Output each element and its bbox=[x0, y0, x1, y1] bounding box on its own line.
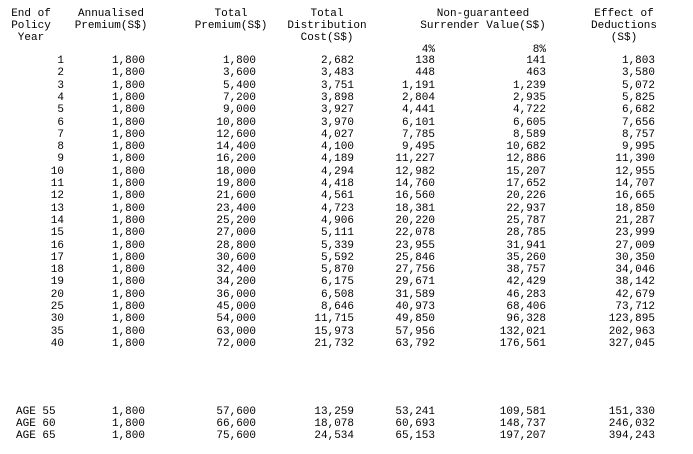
surrender-value-4pct-cell: 9,495 bbox=[401, 141, 435, 153]
surrender-value-4pct-cell: 53,241 bbox=[395, 406, 435, 418]
surrender-value-8pct-cell: 22,937 bbox=[506, 203, 546, 215]
distribution-cost-cell: 4,418 bbox=[320, 178, 354, 190]
surrender-value-8pct-cell: 176,561 bbox=[499, 338, 546, 350]
distribution-cost-cell: 11,715 bbox=[314, 313, 354, 325]
column-header-policy-year-line-2: Policy bbox=[11, 20, 51, 32]
total-premium-cell: 27,000 bbox=[216, 227, 256, 239]
annualised-premium-cell: 1,800 bbox=[111, 215, 145, 227]
total-premium-cell: 10,800 bbox=[216, 117, 256, 129]
total-premium-cell: 12,600 bbox=[216, 129, 256, 141]
policy-year-cell: 35 bbox=[50, 326, 64, 338]
age-label-cell: AGE 60 bbox=[16, 418, 56, 430]
column-header-distribution-cost-line-3: Cost(S$) bbox=[300, 32, 354, 44]
total-premium-cell: 34,200 bbox=[216, 276, 256, 288]
column-header-total-premium-line-2: Premium(S$) bbox=[194, 20, 268, 32]
policy-year-cell: 18 bbox=[50, 264, 64, 276]
surrender-value-4pct-cell: 16,560 bbox=[395, 190, 435, 202]
distribution-cost-cell: 24,534 bbox=[314, 430, 354, 442]
annualised-premium-cell: 1,800 bbox=[111, 264, 145, 276]
total-premium-cell: 16,200 bbox=[216, 153, 256, 165]
surrender-value-4pct-cell: 49,850 bbox=[395, 313, 435, 325]
surrender-value-8pct-cell: 35,260 bbox=[506, 252, 546, 264]
annualised-premium-cell: 1,800 bbox=[111, 203, 145, 215]
column-header-surrender-value-4pct-line-1: Non-guaranteed bbox=[436, 8, 530, 20]
total-premium-cell: 14,400 bbox=[216, 141, 256, 153]
distribution-cost-cell: 3,483 bbox=[320, 67, 354, 79]
total-premium-cell: 1,800 bbox=[222, 55, 256, 67]
annualised-premium-cell: 1,800 bbox=[111, 289, 145, 301]
age-label-cell: AGE 55 bbox=[16, 406, 56, 418]
surrender-value-4pct-cell: 31,589 bbox=[395, 289, 435, 301]
surrender-value-4pct-cell: 40,973 bbox=[395, 301, 435, 313]
policy-year-cell: 5 bbox=[57, 104, 64, 116]
distribution-cost-cell: 2,682 bbox=[320, 55, 354, 67]
policy-year-cell: 13 bbox=[50, 203, 64, 215]
policy-year-cell: 3 bbox=[57, 80, 64, 92]
annualised-premium-cell: 1,800 bbox=[111, 67, 145, 79]
effect-of-deductions-cell: 151,330 bbox=[608, 406, 655, 418]
effect-of-deductions-cell: 327,045 bbox=[608, 338, 655, 350]
surrender-value-8pct-cell: 12,886 bbox=[506, 153, 546, 165]
distribution-cost-cell: 4,189 bbox=[320, 153, 354, 165]
total-premium-cell: 3,600 bbox=[222, 67, 256, 79]
effect-of-deductions-cell: 73,712 bbox=[615, 301, 655, 313]
surrender-value-4pct-cell: 14,760 bbox=[395, 178, 435, 190]
column-header-annualised-premium-line-2: Premium(S$) bbox=[74, 20, 148, 32]
policy-year-cell: 20 bbox=[50, 289, 64, 301]
distribution-cost-cell: 5,592 bbox=[320, 252, 354, 264]
surrender-value-4pct-cell: 2,804 bbox=[401, 92, 435, 104]
distribution-cost-cell: 3,927 bbox=[320, 104, 354, 116]
rate-label-8pct: 8% bbox=[532, 44, 546, 56]
surrender-value-4pct-cell: 25,846 bbox=[395, 252, 435, 264]
policy-year-cell: 9 bbox=[57, 153, 64, 165]
effect-of-deductions-cell: 7,656 bbox=[621, 117, 655, 129]
column-header-distribution-cost-line-2: Distribution bbox=[287, 20, 367, 32]
effect-of-deductions-cell: 5,825 bbox=[621, 92, 655, 104]
surrender-value-8pct-cell: 148,737 bbox=[499, 418, 546, 430]
distribution-cost-cell: 5,111 bbox=[320, 227, 354, 239]
surrender-value-4pct-cell: 12,982 bbox=[395, 166, 435, 178]
surrender-value-4pct-cell: 7,785 bbox=[401, 129, 435, 141]
surrender-value-8pct-cell: 197,207 bbox=[499, 430, 546, 442]
annualised-premium-cell: 1,800 bbox=[111, 104, 145, 116]
column-header-policy-year-line-3: Year bbox=[17, 32, 45, 44]
surrender-value-8pct-cell: 25,787 bbox=[506, 215, 546, 227]
column-header-distribution-cost-line-1: Total bbox=[310, 8, 344, 20]
total-premium-cell: 75,600 bbox=[216, 430, 256, 442]
surrender-value-4pct-cell: 22,078 bbox=[395, 227, 435, 239]
surrender-value-8pct-cell: 96,328 bbox=[506, 313, 546, 325]
annualised-premium-cell: 1,800 bbox=[111, 80, 145, 92]
surrender-value-8pct-cell: 8,589 bbox=[512, 129, 546, 141]
distribution-cost-cell: 5,870 bbox=[320, 264, 354, 276]
policy-year-cell: 1 bbox=[57, 55, 64, 67]
annualised-premium-cell: 1,800 bbox=[111, 338, 145, 350]
total-premium-cell: 25,200 bbox=[216, 215, 256, 227]
column-header-surrender-value-8pct-line-1: Effect of bbox=[594, 8, 654, 20]
surrender-value-4pct-cell: 63,792 bbox=[395, 338, 435, 350]
total-premium-cell: 30,600 bbox=[216, 252, 256, 264]
effect-of-deductions-cell: 6,682 bbox=[621, 104, 655, 116]
surrender-value-8pct-cell: 4,722 bbox=[512, 104, 546, 116]
surrender-value-8pct-cell: 2,935 bbox=[512, 92, 546, 104]
distribution-cost-cell: 3,751 bbox=[320, 80, 354, 92]
distribution-cost-cell: 4,294 bbox=[320, 166, 354, 178]
annualised-premium-cell: 1,800 bbox=[111, 301, 145, 313]
total-premium-cell: 19,800 bbox=[216, 178, 256, 190]
column-header-annualised-premium-line-1: Annualised bbox=[77, 8, 145, 20]
effect-of-deductions-cell: 12,955 bbox=[615, 166, 655, 178]
annualised-premium-cell: 1,800 bbox=[111, 129, 145, 141]
surrender-value-4pct-cell: 20,220 bbox=[395, 215, 435, 227]
annualised-premium-cell: 1,800 bbox=[111, 430, 145, 442]
surrender-value-8pct-cell: 38,757 bbox=[506, 264, 546, 276]
effect-of-deductions-cell: 5,072 bbox=[621, 80, 655, 92]
policy-year-cell: 10 bbox=[50, 166, 64, 178]
surrender-value-8pct-cell: 42,429 bbox=[506, 276, 546, 288]
surrender-value-8pct-cell: 109,581 bbox=[499, 406, 546, 418]
policy-year-cell: 2 bbox=[57, 67, 64, 79]
surrender-value-4pct-cell: 18,381 bbox=[395, 203, 435, 215]
surrender-value-4pct-cell: 29,671 bbox=[395, 276, 435, 288]
effect-of-deductions-cell: 34,046 bbox=[615, 264, 655, 276]
age-label-cell: AGE 65 bbox=[16, 430, 56, 442]
annualised-premium-cell: 1,800 bbox=[111, 55, 145, 67]
distribution-cost-cell: 3,898 bbox=[320, 92, 354, 104]
effect-of-deductions-cell: 27,009 bbox=[615, 240, 655, 252]
surrender-value-8pct-cell: 15,207 bbox=[506, 166, 546, 178]
effect-of-deductions-cell: 23,999 bbox=[615, 227, 655, 239]
surrender-value-4pct-cell: 138 bbox=[415, 55, 435, 67]
effect-of-deductions-cell: 394,243 bbox=[608, 430, 655, 442]
distribution-cost-cell: 4,561 bbox=[320, 190, 354, 202]
surrender-value-8pct-cell: 46,283 bbox=[506, 289, 546, 301]
total-premium-cell: 7,200 bbox=[222, 92, 256, 104]
column-header-surrender-value-4pct-line-2: Surrender Value(S$) bbox=[420, 20, 546, 32]
annualised-premium-cell: 1,800 bbox=[111, 92, 145, 104]
policy-year-cell: 30 bbox=[50, 313, 64, 325]
distribution-cost-cell: 8,646 bbox=[320, 301, 354, 313]
distribution-cost-cell: 5,339 bbox=[320, 240, 354, 252]
total-premium-cell: 18,000 bbox=[216, 166, 256, 178]
annualised-premium-cell: 1,800 bbox=[111, 240, 145, 252]
surrender-value-4pct-cell: 23,955 bbox=[395, 240, 435, 252]
annualised-premium-cell: 1,800 bbox=[111, 406, 145, 418]
policy-year-cell: 4 bbox=[57, 92, 64, 104]
total-premium-cell: 21,600 bbox=[216, 190, 256, 202]
distribution-cost-cell: 3,970 bbox=[320, 117, 354, 129]
distribution-cost-cell: 13,259 bbox=[314, 406, 354, 418]
annualised-premium-cell: 1,800 bbox=[111, 418, 145, 430]
policy-year-cell: 15 bbox=[50, 227, 64, 239]
distribution-cost-cell: 6,175 bbox=[320, 276, 354, 288]
total-premium-cell: 36,000 bbox=[216, 289, 256, 301]
surrender-value-8pct-cell: 17,652 bbox=[506, 178, 546, 190]
policy-year-cell: 7 bbox=[57, 129, 64, 141]
effect-of-deductions-cell: 1,803 bbox=[621, 55, 655, 67]
annualised-premium-cell: 1,800 bbox=[111, 178, 145, 190]
total-premium-cell: 23,400 bbox=[216, 203, 256, 215]
effect-of-deductions-cell: 42,679 bbox=[615, 289, 655, 301]
policy-year-cell: 8 bbox=[57, 141, 64, 153]
total-premium-cell: 32,400 bbox=[216, 264, 256, 276]
effect-of-deductions-cell: 123,895 bbox=[608, 313, 655, 325]
annualised-premium-cell: 1,800 bbox=[111, 166, 145, 178]
rate-label-4pct: 4% bbox=[421, 44, 435, 56]
policy-year-cell: 12 bbox=[50, 190, 64, 202]
annualised-premium-cell: 1,800 bbox=[111, 276, 145, 288]
surrender-value-8pct-cell: 20,226 bbox=[506, 190, 546, 202]
total-premium-cell: 72,000 bbox=[216, 338, 256, 350]
effect-of-deductions-cell: 14,707 bbox=[615, 178, 655, 190]
surrender-value-4pct-cell: 6,101 bbox=[401, 117, 435, 129]
surrender-value-4pct-cell: 65,153 bbox=[395, 430, 435, 442]
column-header-surrender-value-8pct-line-3: (S$) bbox=[610, 32, 638, 44]
effect-of-deductions-cell: 246,032 bbox=[608, 418, 655, 430]
surrender-value-4pct-cell: 448 bbox=[415, 67, 435, 79]
effect-of-deductions-cell: 38,142 bbox=[615, 276, 655, 288]
total-premium-cell: 45,000 bbox=[216, 301, 256, 313]
annualised-premium-cell: 1,800 bbox=[111, 190, 145, 202]
column-header-surrender-value-8pct-line-2: Deductions bbox=[590, 20, 658, 32]
policy-year-cell: 16 bbox=[50, 240, 64, 252]
effect-of-deductions-cell: 202,963 bbox=[608, 326, 655, 338]
distribution-cost-cell: 18,078 bbox=[314, 418, 354, 430]
surrender-value-4pct-cell: 11,227 bbox=[395, 153, 435, 165]
distribution-cost-cell: 4,100 bbox=[320, 141, 354, 153]
effect-of-deductions-cell: 21,287 bbox=[615, 215, 655, 227]
effect-of-deductions-cell: 16,665 bbox=[615, 190, 655, 202]
effect-of-deductions-cell: 18,850 bbox=[615, 203, 655, 215]
policy-year-cell: 14 bbox=[50, 215, 64, 227]
annualised-premium-cell: 1,800 bbox=[111, 313, 145, 325]
annualised-premium-cell: 1,800 bbox=[111, 252, 145, 264]
policy-year-cell: 6 bbox=[57, 117, 64, 129]
total-premium-cell: 57,600 bbox=[216, 406, 256, 418]
surrender-value-8pct-cell: 68,406 bbox=[506, 301, 546, 313]
column-header-policy-year-line-1: End of bbox=[11, 8, 51, 20]
column-header-total-premium-line-1: Total bbox=[214, 8, 248, 20]
distribution-cost-cell: 21,732 bbox=[314, 338, 354, 350]
effect-of-deductions-cell: 11,390 bbox=[615, 153, 655, 165]
annualised-premium-cell: 1,800 bbox=[111, 153, 145, 165]
surrender-value-8pct-cell: 31,941 bbox=[506, 240, 546, 252]
surrender-value-8pct-cell: 463 bbox=[526, 67, 546, 79]
surrender-value-8pct-cell: 6,605 bbox=[512, 117, 546, 129]
surrender-value-8pct-cell: 1,239 bbox=[512, 80, 546, 92]
effect-of-deductions-cell: 8,757 bbox=[621, 129, 655, 141]
total-premium-cell: 9,000 bbox=[222, 104, 256, 116]
effect-of-deductions-cell: 30,350 bbox=[615, 252, 655, 264]
surrender-value-8pct-cell: 132,021 bbox=[499, 326, 546, 338]
annualised-premium-cell: 1,800 bbox=[111, 141, 145, 153]
annualised-premium-cell: 1,800 bbox=[111, 326, 145, 338]
surrender-value-8pct-cell: 28,785 bbox=[506, 227, 546, 239]
total-premium-cell: 5,400 bbox=[222, 80, 256, 92]
surrender-value-4pct-cell: 60,693 bbox=[395, 418, 435, 430]
annualised-premium-cell: 1,800 bbox=[111, 117, 145, 129]
total-premium-cell: 28,800 bbox=[216, 240, 256, 252]
surrender-value-4pct-cell: 1,191 bbox=[401, 80, 435, 92]
distribution-cost-cell: 15,973 bbox=[314, 326, 354, 338]
policy-year-cell: 40 bbox=[50, 338, 64, 350]
surrender-value-8pct-cell: 10,682 bbox=[506, 141, 546, 153]
total-premium-cell: 54,000 bbox=[216, 313, 256, 325]
policy-year-cell: 25 bbox=[50, 301, 64, 313]
distribution-cost-cell: 4,906 bbox=[320, 215, 354, 227]
distribution-cost-cell: 6,508 bbox=[320, 289, 354, 301]
total-premium-cell: 66,600 bbox=[216, 418, 256, 430]
policy-year-cell: 11 bbox=[50, 178, 64, 190]
surrender-value-4pct-cell: 27,756 bbox=[395, 264, 435, 276]
distribution-cost-cell: 4,723 bbox=[320, 203, 354, 215]
effect-of-deductions-cell: 9,995 bbox=[621, 141, 655, 153]
distribution-cost-cell: 4,027 bbox=[320, 129, 354, 141]
policy-year-cell: 19 bbox=[50, 276, 64, 288]
policy-year-cell: 17 bbox=[50, 252, 64, 264]
effect-of-deductions-cell: 3,580 bbox=[621, 67, 655, 79]
total-premium-cell: 63,000 bbox=[216, 326, 256, 338]
annualised-premium-cell: 1,800 bbox=[111, 227, 145, 239]
surrender-value-8pct-cell: 141 bbox=[526, 55, 546, 67]
surrender-value-4pct-cell: 57,956 bbox=[395, 326, 435, 338]
surrender-value-4pct-cell: 4,441 bbox=[401, 104, 435, 116]
